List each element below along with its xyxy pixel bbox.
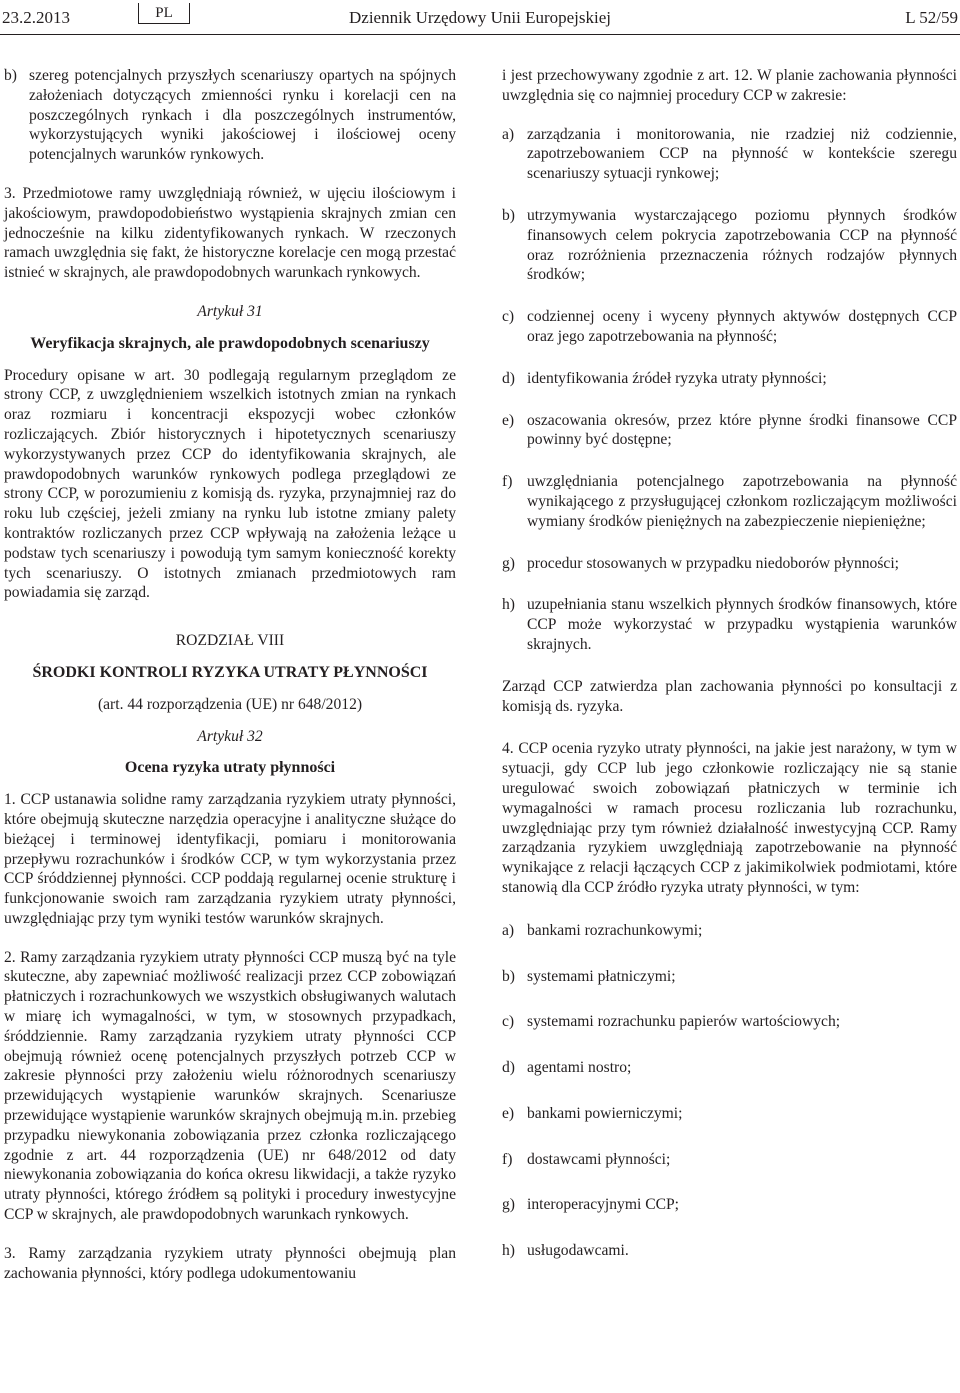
plan-items-list [502, 125, 957, 655]
list-item [502, 554, 957, 574]
item-label: e) [502, 1104, 515, 1122]
article-31-label: Artykuł 31 [197, 302, 263, 320]
list-item [502, 307, 957, 347]
item-text: bankami powierniczymi; [527, 1104, 683, 1122]
article-31-title: Weryfikacja skrajnych, ale prawdopodobnych scenariuszy [30, 334, 430, 352]
board-approval: Zarząd CCP zatwierdza plan zachowania płynności po konsultacji z komisją ds. ryzyka. [502, 677, 957, 715]
item-label: f) [502, 1150, 513, 1168]
chapter-title: ŚRODKI KONTROLI RYZYKA UTRATY PŁYNNOŚCI [32, 663, 428, 681]
header-date: 23.2.2013 [2, 8, 70, 27]
item-text: systemami płatniczymi; [527, 967, 676, 985]
list-item [502, 1241, 957, 1261]
item-label: c) [502, 308, 515, 326]
item-label: g) [502, 1196, 515, 1214]
paragraph-3b: 3. Ramy zarządzania ryzykiem utraty płynności obejmują plan zachowania płynności, który podlega udokumentowaniu [4, 1244, 456, 1282]
list-item [502, 1150, 957, 1170]
item-label: g) [502, 554, 515, 572]
list-item [502, 1058, 957, 1078]
item-text: zarządzania i monitorowania, nie rzadziej niż codziennie, zapotrzebowaniem CCP na płynność w kontekście szeregu scenariuszy sytuacji rynkowej; [527, 125, 957, 183]
item-text: usługodawcami. [527, 1242, 629, 1260]
item-label: a) [502, 125, 515, 143]
item-text: systemami rozrachunku papierów wartościowych; [527, 1013, 841, 1031]
list-item [502, 125, 957, 184]
paragraph-1: 1. CCP ustanawia solidne ramy zarządzania ryzykiem utraty płynności, które obejmują skuteczne narzędzia operacyjne i analityczne służące do bieżącej i terminowej identyfikacji, pomiaru i monitorowania przepływu rozrachunków i środków CCP, w tym wykorzystania przez CCP śróddziennej płynności. CCP poddają regularnej ocenie strukturę i funkcjonowanie swoich ram zarządzania ryzykiem utraty płynności, uwzględniając przy tym wyniki testów warunków skrajnych. [4, 791, 456, 927]
article-32-label: Artykuł 32 [197, 727, 263, 745]
article-32-title: Ocena ryzyka utraty płynności [124, 759, 336, 777]
chapter-label: ROZDZIAŁ VIII [175, 632, 285, 650]
item-text: uwzględniania potencjalnego zapotrzebowania na płynność wynikającego z przysługującej członkom rozliczającym możliwości wymiany środków pieniężnych na zabezpieczenie niepieniężne; [527, 473, 957, 530]
item-text: dostawcami płynności; [527, 1150, 671, 1168]
journal-title: Dziennik Urzędowy Unii Europejskiej [349, 8, 612, 27]
article-31-text: Procedury opisane w art. 30 podlegają regularnym przeglądom ze strony CCP, z uwzględnieniem wszelkich istotnych zmian na rynkach oraz rozmiaru i koncentracji ekspozycji wobec członków rozliczających. Zbiór historycznych i hipotetycznych scenariuszy wykorzystywanych przez CCP do identyfikowania skrajnych, ale prawdopodobnych warunków rynkowych podlega przeglądowi ze strony CCP, w porozumieniu z komisją ds. ryzyka, przynajmniej raz do roku lub częściej, jeżeli zmiany na rynku lub istotne zmiany palety kontraktów rozliczanych przez CCP wpływają na założenia leżące u podstaw tych scenariuszy i powodują tym samym konieczność korekty tych scenariuszy. O istotnych zmianach przedmiotowych ram powiadamia się zarząd. [4, 366, 456, 602]
item-label: c) [502, 1013, 515, 1031]
item-text: uzupełniania stanu wszelkich płynnych środków finansowych, które CCP może wykorzystać w przypadku wystąpienia warunków skrajnych. [527, 596, 957, 653]
item-text: identyfikowania źródeł ryzyka utraty płynności; [527, 369, 827, 387]
list-item [4, 66, 456, 165]
item-text: utrzymywania wystarczającego poziomu płynnych środków finansowych celem pokrycia zapotrzebowania CCP na płynność oraz rozróżnienia przeznaczenia różnych rodzajów płynnych środków; [527, 206, 957, 284]
item-text: oszacowania okresów, przez które płynne środki finansowe CCP powinny być dostępne; [527, 411, 957, 449]
item-label: h) [502, 596, 515, 614]
list-item [502, 921, 957, 941]
item-text: interoperacyjnymi CCP; [527, 1196, 680, 1214]
header-rule [0, 34, 960, 35]
list-item [502, 967, 957, 987]
item-label: b) [502, 967, 515, 985]
list-item [502, 1012, 957, 1032]
item-text: agentami nostro; [527, 1059, 632, 1077]
item-label: a) [502, 921, 515, 939]
list-item [502, 595, 957, 654]
list-item [502, 411, 957, 451]
item-label: f) [502, 473, 513, 491]
paragraph-2: 2. Ramy zarządzania ryzykiem utraty płynności CCP muszą być na tyle skuteczne, aby zapewniać możliwość realizacji przez CCP zobowiązań płatniczych i rozrachunkowych we wszystkich obsługiwanych walutach w miarę ich wymagalności, w tym, w stosownych przypadkach, śróddziennie. Ramy zarządzania ryzykiem utraty płynności CCP obejmują również ocenę potencjalnych przyszłych potrzeb CCP w zakresie płynności przy założeniu wielu różnorodnych scenariuszy przewidujących wystąpienie warunków skrajnych. Scenariusze przewidujące wystąpienie warunków skrajnych obejmują m.in. przebieg przypadku niewykonania zobowiązania przez członka rozliczającego zgodnie z art. 44 rozporządzenia (UE) nr 648/2012 od daty niewykonania zobowiązania do końca okresu likwidacji, a także ryzyko utraty płynności, którego źródłem są polityki i procedury inwestycyjne CCP w skrajnych, ale prawdopodobnych warunkach rynkowych. [4, 948, 456, 1224]
language-badge: PL [138, 3, 190, 24]
item-label: h) [502, 1242, 515, 1260]
item-label: b) [4, 67, 17, 84]
item-label: e) [502, 411, 515, 429]
item-text: szereg potencjalnych przyszłych scenariuszy opartych na spójnych założeniach dotyczących zmienności rynku i korelacji cen na poszczególnych rynkach i dla poszczególnych instrumentów, wykorzystujących wyniki jakościowej i ilościowej oceny potencjalnych warunków rynkowych. [29, 67, 456, 164]
item-text: codziennej oceny i wyceny płynnych aktywów dostępnych CCP oraz jego zapotrzebowania na płynność; [527, 308, 957, 345]
right-column [502, 66, 957, 1287]
item-text: procedur stosowanych w przypadku niedoborów płynności; [527, 554, 900, 572]
list-item [502, 369, 957, 389]
list-item [502, 472, 957, 531]
paragraph-3: 3. Przedmiotowe ramy uwzględniają również, w ujęciu ilościowym i jakościowym, prawdopodobieństwo wystąpienia skrajnych zmian cen jednocześnie na kilku zidentyfikowanych rynkach. W rzeczonych ramach uwzględnia się fakt, że historyczne korelacje cen mogą przestać istnieć w skrajnych, ale prawdopodobnych warunkach rynkowych. [4, 184, 456, 282]
left-column [4, 66, 456, 1283]
item-label: d) [502, 1059, 515, 1077]
item-text: bankami rozrachunkowymi; [527, 921, 703, 939]
entities-list [502, 921, 957, 1261]
chapter-reference: (art. 44 rozporządzenia (UE) nr 648/2012) [97, 695, 363, 713]
plan-intro: i jest przechowywany zgodnie z art. 12. W planie zachowania płynności uwzględnia się co najmniej procedury CCP w zakresie: [502, 67, 957, 104]
item-label: d) [502, 369, 515, 387]
page-number: L 52/59 [905, 8, 958, 27]
list-item [502, 1195, 957, 1215]
item-label: b) [502, 206, 515, 224]
paragraph-4: 4. CCP ocenia ryzyko utraty płynności, na jakie jest narażony, w tym w sytuacji, gdy CCP lub jego członkowie rozliczający nie są stanie uregulować swoich zobowiązań płatniczych w terminie ich wymagalności w ramach procesu rozliczania lub rozrachunku, uwzględniając przy tym również działalność inwestycyjną CCP. Ramy zarządzania ryzykiem uwzględniają zapotrzebowanie na płynność wynikające z relacji łączących CCP z jakimikolwiek podmiotami, które stanowią dla CCP źródło ryzyka utraty płynności, w tym: [502, 740, 957, 896]
list-item [502, 206, 957, 285]
list-item [502, 1104, 957, 1124]
